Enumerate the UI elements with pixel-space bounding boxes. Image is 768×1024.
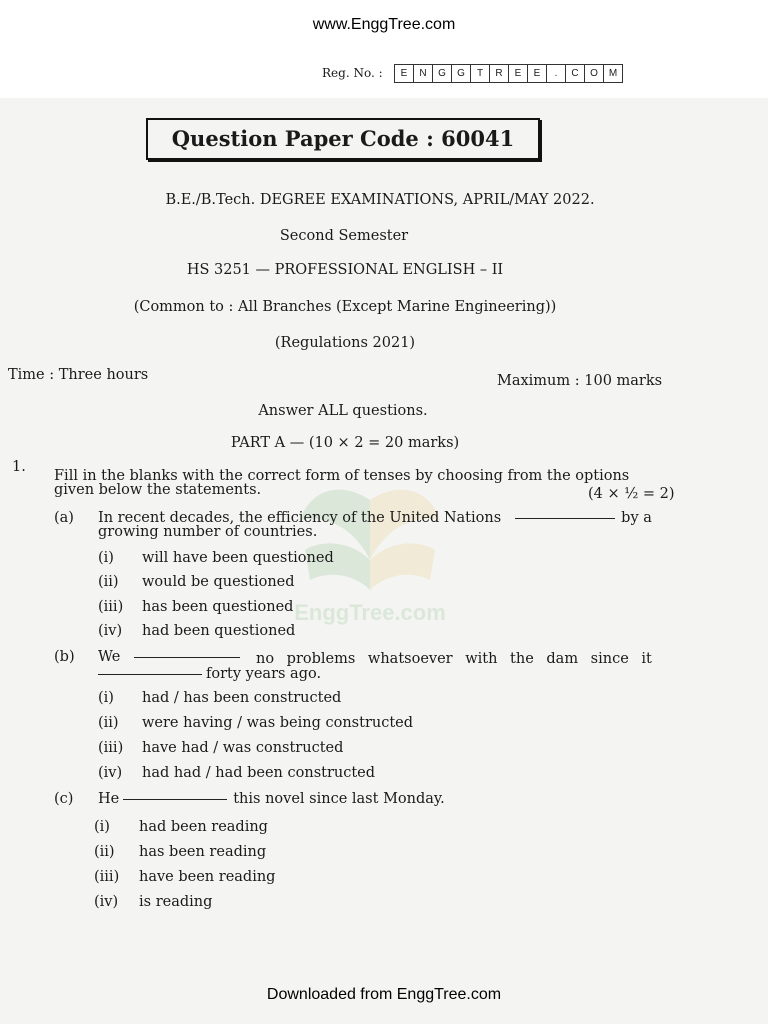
option-text: have been reading <box>139 869 276 885</box>
instruction: Answer ALL questions. <box>258 403 428 419</box>
blank-line <box>134 657 240 658</box>
sub-c-line1 <box>98 791 445 807</box>
reg-box: M <box>603 64 623 83</box>
part-a-heading: PART A — (10 × 2 = 20 marks) <box>230 435 460 451</box>
option-text: were having / was being constructed <box>142 715 414 731</box>
exam-time: Time : Three hours <box>8 367 149 383</box>
blank-line <box>515 518 615 519</box>
option-num: (iv) <box>94 894 119 910</box>
option-text: have had / was constructed <box>142 740 344 756</box>
option-num: (i) <box>98 690 114 706</box>
blank-line <box>123 799 227 800</box>
sub-a-line2: growing number of countries. <box>98 524 318 540</box>
reg-box: C <box>565 64 585 83</box>
option-num: (ii) <box>94 844 115 860</box>
option-num: (i) <box>98 550 114 566</box>
option-text: had had / had been constructed <box>142 765 376 781</box>
blank-line <box>98 674 202 675</box>
sub-label-a: (a) <box>54 510 74 526</box>
exam-semester: Second Semester <box>279 228 409 244</box>
question-number: 1. <box>12 459 26 475</box>
reg-box: O <box>584 64 604 83</box>
common-to: (Common to : All Branches (Except Marine Engineering)) <box>133 299 557 315</box>
reg-box: G <box>432 64 452 83</box>
sub-a-text: In recent decades, the efficiency of the United Nations <box>98 510 502 526</box>
sub-a-text-post: by a <box>621 510 652 526</box>
reg-box: . <box>546 64 566 83</box>
question-text: Fill in the blanks with the correct form of tenses by choosing from the options <box>54 468 630 484</box>
reg-box: G <box>451 64 471 83</box>
watermark-text: EnggTree.com <box>294 600 446 625</box>
option-num: (iii) <box>98 599 124 615</box>
site-header[interactable]: www.EnggTree.com <box>312 16 456 33</box>
exam-degree: B.E./B.Tech. DEGREE EXAMINATIONS, APRIL/MAY 2022. <box>165 192 595 208</box>
sub-b-post: no problems whatsoever with the dam since it <box>256 651 652 667</box>
question-marks: (4 × ½ = 2) <box>588 486 675 502</box>
option-text: had been questioned <box>142 623 296 639</box>
sub-c-post: this novel since last Monday. <box>233 791 445 807</box>
sub-b-line2: forty years ago. <box>206 666 322 682</box>
sub-label-c: (c) <box>54 791 74 807</box>
option-text: had / has been constructed <box>142 690 342 706</box>
reg-box: E <box>508 64 528 83</box>
option-num: (ii) <box>98 715 119 731</box>
reg-box: N <box>413 64 433 83</box>
reg-box: T <box>470 64 490 83</box>
question-text-line2: given below the statements. <box>54 482 262 498</box>
option-text: would be questioned <box>142 574 295 590</box>
sub-c-pre: He <box>98 791 120 807</box>
option-text: had been reading <box>139 819 268 835</box>
question-paper-code: Question Paper Code : 60041 <box>146 118 540 160</box>
option-num: (iv) <box>98 623 123 639</box>
reg-box: E <box>527 64 547 83</box>
site-footer[interactable]: Downloaded from EnggTree.com <box>266 986 502 1003</box>
sub-label-b: (b) <box>54 649 75 665</box>
option-text: has been questioned <box>142 599 294 615</box>
reg-no-boxes <box>395 64 623 83</box>
reg-box: R <box>489 64 509 83</box>
max-marks: Maximum : 100 marks <box>497 373 663 389</box>
reg-no-label: Reg. No. : <box>322 66 383 80</box>
regulations: (Regulations 2021) <box>274 335 416 351</box>
sub-b-pre: We <box>98 649 121 665</box>
option-num: (ii) <box>98 574 119 590</box>
option-text: has been reading <box>139 844 267 860</box>
option-text: will have been questioned <box>142 550 334 566</box>
course-title: HS 3251 — PROFESSIONAL ENGLISH – II <box>186 262 504 278</box>
option-num: (i) <box>94 819 110 835</box>
option-num: (iii) <box>98 740 124 756</box>
option-num: (iv) <box>98 765 123 781</box>
reg-box: E <box>394 64 414 83</box>
option-text: is reading <box>139 894 213 910</box>
option-num: (iii) <box>94 869 120 885</box>
